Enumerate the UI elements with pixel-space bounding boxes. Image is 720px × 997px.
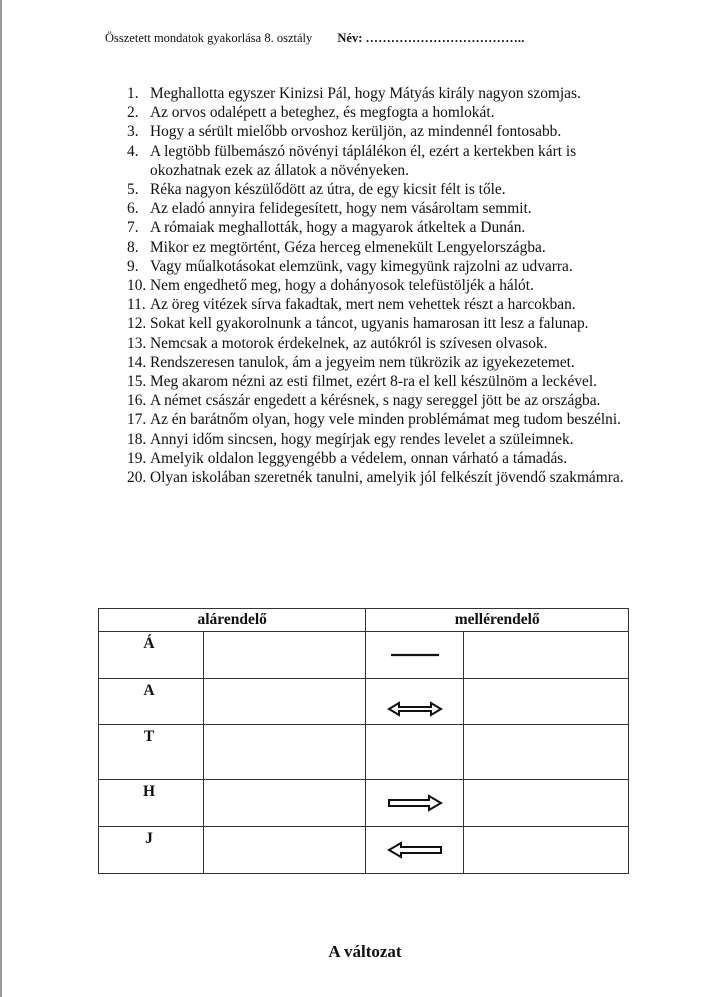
sentence-item <box>127 103 637 122</box>
sentence-item <box>127 449 637 468</box>
conjunction-table <box>98 608 629 874</box>
sentence-item <box>127 180 637 199</box>
sentence-text: Meghallotta egyszer Kinizsi Pál, hogy Mátyás király nagyon szomjas. <box>150 85 581 102</box>
sentence-text: Vagy műalkotásokat elemzünk, vagy kimegyünk rajzolni az udvarra. <box>150 257 573 275</box>
sentence-number: 15. <box>127 373 147 391</box>
answer-cell-subordinating[interactable] <box>204 827 366 874</box>
sentence-number: 3. <box>127 123 139 141</box>
row-letter: Á <box>99 632 204 679</box>
sentence-text: Az öreg vitézek sírva fakadtak, mert nem vehettek részt a harcokban. <box>150 296 576 314</box>
sentence-number: 20. <box>127 469 147 487</box>
answer-cell-subordinating[interactable] <box>204 632 366 679</box>
symbol-cell <box>366 632 464 679</box>
sentence-number: 6. <box>127 200 139 218</box>
sentence-item <box>127 84 637 103</box>
symbol-cell <box>366 780 464 827</box>
sentence-text: A német császár engedett a kérésnek, s nagy sereggel jött be az országba. <box>150 392 601 410</box>
sentence-text: Amelyik oldalon leggyengébb a védelem, onnan várható a támadás. <box>150 449 568 467</box>
sentence-number: 12. <box>127 315 147 333</box>
sentence-list <box>127 84 637 487</box>
sentence-number: 11. <box>127 296 146 314</box>
table-row <box>99 827 629 874</box>
sentence-text: Az orvos odalépett a beteghez, és megfogta a homlokát. <box>150 104 495 122</box>
sentence-number: 10. <box>127 277 147 295</box>
sentence-text: Annyi időm sincsen, hogy megírjak egy rendes levelet a szüleimnek. <box>150 430 574 448</box>
sentence-number: 7. <box>127 219 139 237</box>
sentence-text: Olyan iskolában szeretnék tanulni, amelyik jól felkészít jövendő szakmámra. <box>150 469 624 487</box>
sentence-text: A legtöbb fülbemászó növényi táplálékon él, ezért a kertekben kárt is okozhatnak ezek az állatok a növényeken. <box>150 142 577 179</box>
sentence-number: 19. <box>127 449 147 467</box>
sentence-number: 14. <box>127 353 147 371</box>
sentence-text: Sokat kell gyakorolnunk a táncot, ugyanis hamarosan itt lesz a falunap. <box>150 315 589 333</box>
sentence-text: Mikor ez megtörtént, Géza herceg elmenekült Lengyelországba. <box>150 238 546 256</box>
sentence-number: 8. <box>127 238 139 256</box>
sentence-number: 4. <box>127 142 139 160</box>
sentence-item <box>127 391 637 410</box>
symbol-cell <box>366 725 464 780</box>
double-arrow-icon <box>385 700 445 718</box>
row-letter: T <box>99 725 204 780</box>
sentence-item <box>127 372 637 391</box>
sentence-number: 16. <box>127 392 147 410</box>
sentence-item <box>127 410 637 429</box>
sentence-item <box>127 276 637 295</box>
row-letter: A <box>99 679 204 725</box>
page-left-border <box>0 0 2 997</box>
row-letter: H <box>99 780 204 827</box>
answer-cell-subordinating[interactable] <box>204 679 366 725</box>
table-header-row <box>99 609 629 632</box>
sentence-text: A rómaiak meghallották, hogy a magyarok átkeltek a Dunán. <box>150 219 526 237</box>
answer-cell-subordinating[interactable] <box>204 780 366 827</box>
sentence-text: Nem engedhető meg, hogy a dohányosok telefüstöljék a hálót. <box>150 277 534 295</box>
sentence-item <box>127 199 637 218</box>
worksheet-header <box>105 31 525 46</box>
header-coordinating: mellérendelő <box>366 609 629 632</box>
answer-cell-coordinating[interactable] <box>463 632 628 679</box>
left-arrow-icon <box>385 841 445 859</box>
sentence-item <box>127 218 637 237</box>
sentence-item <box>127 353 637 372</box>
sentence-item <box>127 122 637 141</box>
sentence-item <box>127 334 637 353</box>
sentence-item <box>127 430 637 449</box>
symbol-cell <box>366 679 464 725</box>
answer-cell-coordinating[interactable] <box>463 827 628 874</box>
answer-cell-coordinating[interactable] <box>463 679 628 725</box>
sentence-text: Hogy a sérült mielőbb orvoshoz kerüljön, az mindennél fontosabb. <box>150 123 562 141</box>
answer-cell-subordinating[interactable] <box>204 725 366 780</box>
table-row <box>99 725 629 780</box>
answer-cell-coordinating[interactable] <box>463 725 628 780</box>
sentence-text: Az eladó annyira felidegesített, hogy nem vásároltam semmit. <box>150 200 532 218</box>
answer-cell-coordinating[interactable] <box>463 780 628 827</box>
sentence-item <box>127 257 637 276</box>
variant-label: A változat <box>328 942 402 961</box>
symbol-cell <box>366 827 464 874</box>
sentence-item <box>127 295 637 314</box>
sentence-item <box>127 238 637 257</box>
sentence-number: 17. <box>127 411 147 429</box>
right-arrow-icon <box>385 794 445 812</box>
sentence-text: Az én barátnőm olyan, hogy vele minden problémámat meg tudom beszélni. <box>150 411 621 429</box>
sentence-number: 2. <box>127 104 139 122</box>
name-label: Név: <box>337 31 363 45</box>
table-row <box>99 679 629 725</box>
name-field[interactable]: ……………………………….. <box>365 31 525 45</box>
sentence-number: 9. <box>127 257 139 275</box>
sentence-item <box>127 468 637 487</box>
sentence-item <box>127 314 637 333</box>
sentence-number: 18. <box>127 430 147 448</box>
sentence-number: 5. <box>127 181 139 199</box>
worksheet-title: Összetett mondatok gyakorlása 8. osztály <box>105 31 313 45</box>
table-row <box>99 780 629 827</box>
sentence-text: Réka nagyon készülődött az útra, de egy kicsit félt is tőle. <box>150 181 506 199</box>
table-row <box>99 632 629 679</box>
sentence-text: Meg akarom nézni az esti filmet, ezért 8-ra el kell készülnöm a leckével. <box>150 373 597 391</box>
sentence-item <box>127 142 637 180</box>
sentence-number: 1. <box>127 85 139 102</box>
line-icon <box>385 649 445 661</box>
sentence-text: Nemcsak a motorok érdekelnek, az autókról is szívesen olvasok. <box>150 334 548 352</box>
row-letter: J <box>99 827 204 874</box>
sentence-text: Rendszeresen tanulok, ám a jegyeim nem tükrözik az igyekezetemet. <box>150 353 575 371</box>
header-subordinating: alárendelő <box>99 609 366 632</box>
sentence-number: 13. <box>127 334 147 352</box>
